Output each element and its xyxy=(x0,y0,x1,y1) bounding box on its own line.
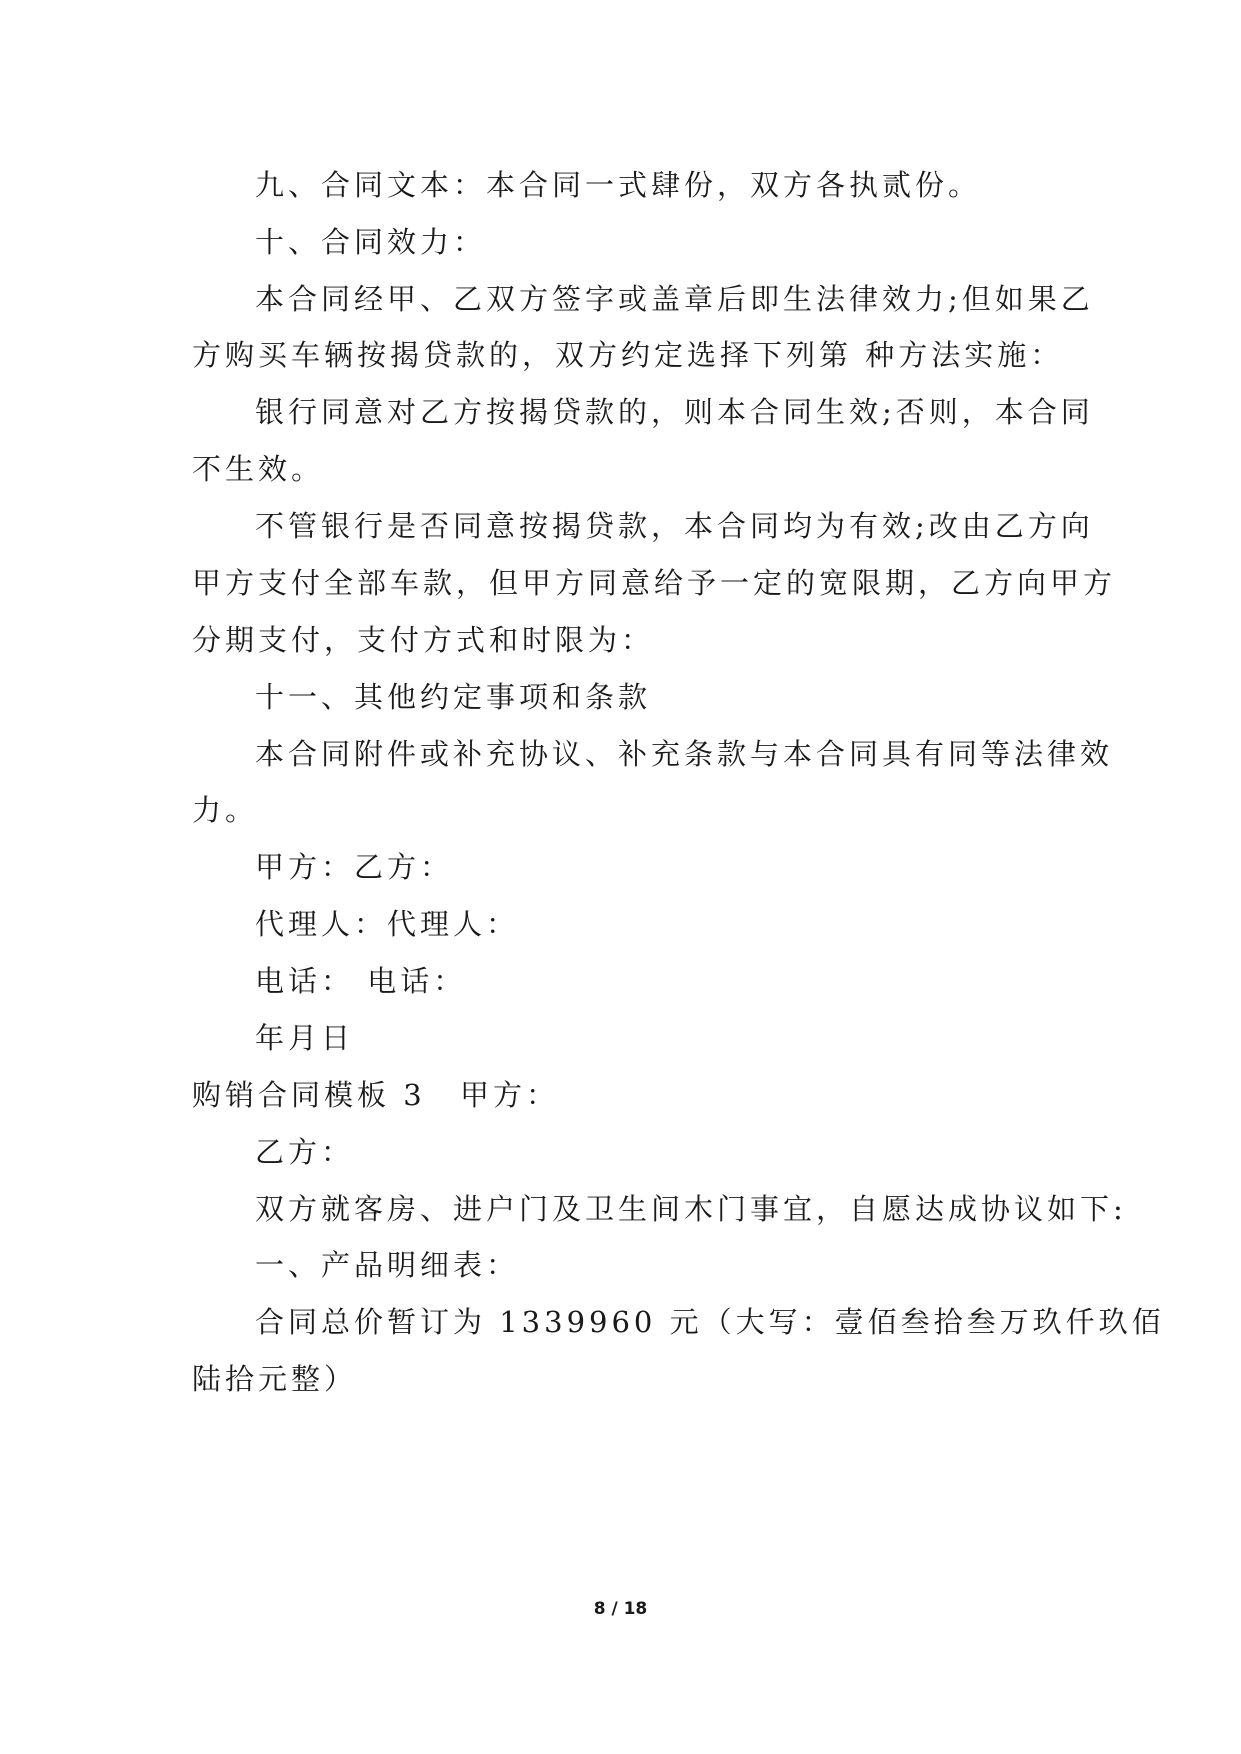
paragraph-line: 本合同经甲、乙双方签字或盖章后即生法律效力;但如果乙 xyxy=(255,282,1094,316)
section-title: 购销合同模板 3 xyxy=(192,1078,426,1112)
party-labels: 甲方：乙方： xyxy=(255,850,454,884)
phone-labels: 电话： 电话： xyxy=(255,964,467,998)
paragraph-line: 本合同附件或补充协议、补充条款与本合同具有同等法律效 xyxy=(255,737,1114,771)
total-price-line-cont: 陆拾元整） xyxy=(192,1362,358,1396)
party-b-label: 乙方： xyxy=(255,1135,355,1169)
product-list-heading: 一、产品明细表： xyxy=(255,1248,520,1282)
paragraph-line: 不管银行是否同意按揭贷款，本合同均为有效;改由乙方向 xyxy=(255,509,1094,543)
total-price-line: 合同总价暂订为 1339960 元（大写：壹佰叁拾叁万玖仟玖佰 xyxy=(255,1305,1165,1339)
paragraph-line: 不生效。 xyxy=(192,452,325,486)
paragraph-line: 力。 xyxy=(192,793,259,827)
paragraph-line: 银行同意对乙方按揭贷款的，则本合同生效;否则，本合同 xyxy=(255,395,1094,429)
date-label: 年月日 xyxy=(255,1021,355,1055)
paragraph-line: 甲方支付全部车款，但甲方同意给予一定的宽限期，乙方向甲方 xyxy=(192,566,1117,600)
agent-labels: 代理人：代理人： xyxy=(255,907,520,941)
party-a-label: 甲方： xyxy=(460,1078,560,1112)
clause-11-heading: 十一、其他约定事项和条款 xyxy=(255,680,652,714)
paragraph-line: 方购买车辆按揭贷款的，双方约定选择下列第 种方法实施： xyxy=(192,338,1064,372)
clause-10-heading: 十、合同效力： xyxy=(255,225,487,259)
clause-9-text: 九、合同文本：本合同一式肆份，双方各执贰份。 xyxy=(255,168,982,202)
agreement-intro: 双方就客房、进户门及卫生间木门事宜，自愿达成协议如下: xyxy=(255,1192,1127,1226)
paragraph-line: 分期支付，支付方式和时限为： xyxy=(192,623,655,657)
page-number: 8 / 18 xyxy=(593,1599,648,1619)
